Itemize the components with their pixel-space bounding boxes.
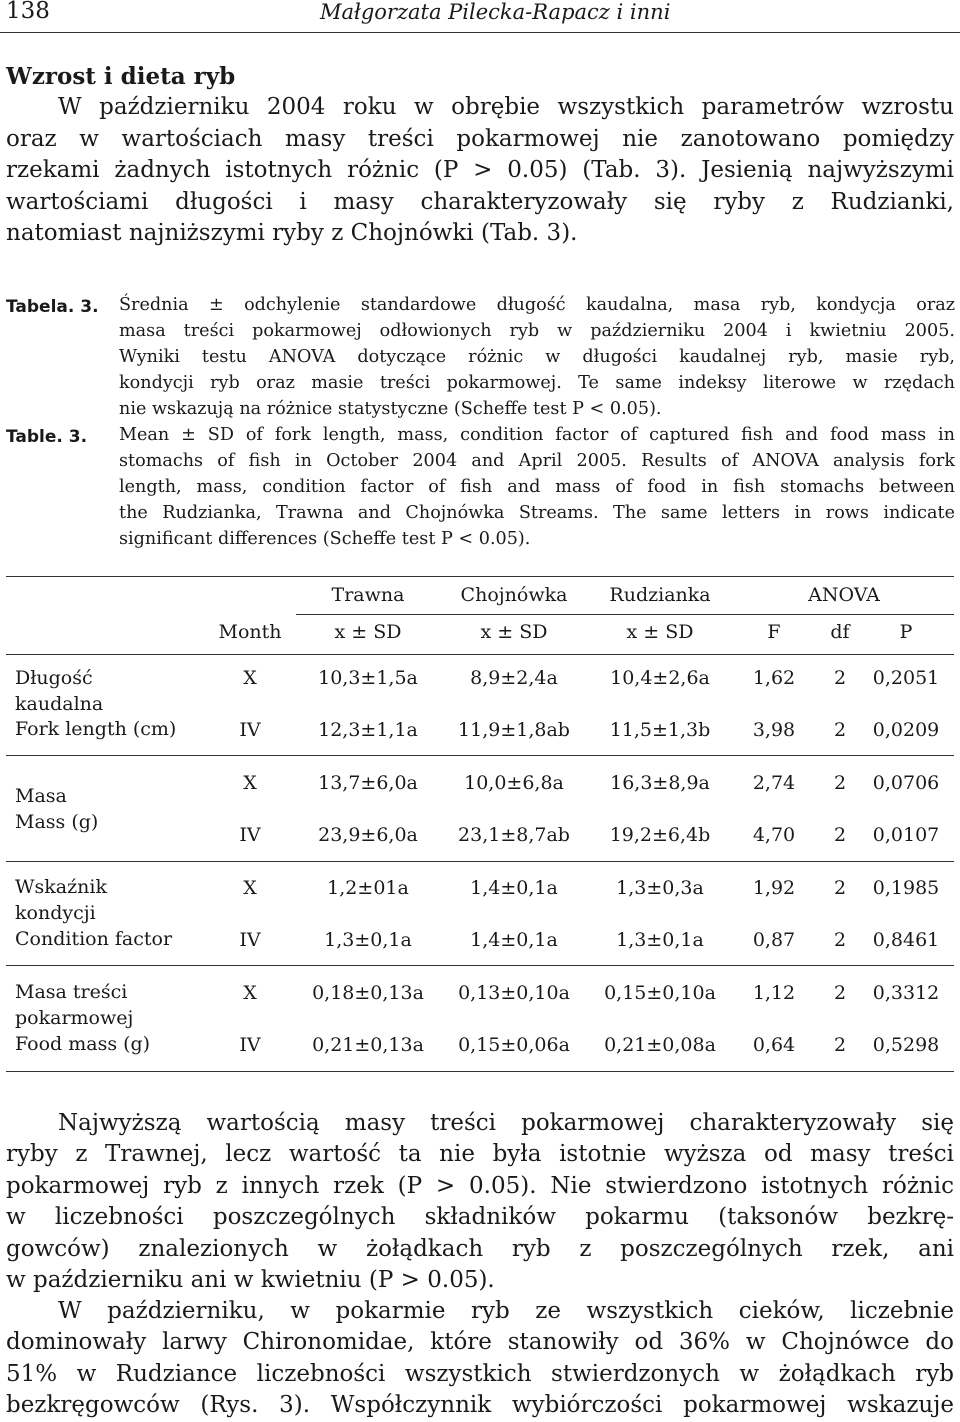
row-label: pokarmowej <box>15 1007 134 1029</box>
header-bottom-rule <box>6 654 954 655</box>
caption-line: Średnia ± odchylenie standardowe długość kaudalna, masa ryb, kondycja oraz <box>119 295 955 315</box>
table-cell-month: X <box>243 982 257 1004</box>
section-line: rzekami żadnych istotnych różnic (P > 0.05) (Tab. 3). Jesienią najwyższymi <box>6 157 954 184</box>
table-cell: 1,3±0,1a <box>324 929 412 951</box>
section-line: wartościami długości i masy charakteryzowały się ryby z Rudzianki, <box>6 188 954 215</box>
caption-line: Wyniki testu ANOVA dotyczące różnic w długości kaudalnej ryb, masie ryb, <box>119 347 955 367</box>
table-cell: 10,3±1,5a <box>318 667 418 689</box>
table-cell: 2,74 <box>752 772 796 794</box>
table-cell: 0,0209 <box>872 719 940 741</box>
table-cell: 1,4±0,1a <box>470 929 558 951</box>
table-cell: 2 <box>833 929 847 951</box>
table-cell: 2 <box>833 719 847 741</box>
table-cell-month: X <box>243 772 257 794</box>
table-cell: 1,92 <box>752 877 796 899</box>
row-label: Food mass (g) <box>15 1033 151 1055</box>
section-line: oraz w wartościach masy treści pokarmowej nie zanotowano pomiędzy <box>6 125 954 152</box>
table-cell: 0,21±0,13a <box>312 1034 424 1056</box>
caption-line: stomachs of fish in October 2004 and April 2005. Results of ANOVA analysis fork <box>119 451 955 471</box>
table-cell: 2 <box>833 877 847 899</box>
table-cell: 23,9±6,0a <box>318 824 418 846</box>
col-header-rudzianka-mean: x ± SD <box>626 621 694 643</box>
table-cell: 0,15±0,06a <box>458 1034 570 1056</box>
caption-label-pl: Tabela. 3. <box>6 297 99 317</box>
row-label: kondycji <box>15 902 96 924</box>
table-cell: 2 <box>833 982 847 1004</box>
table-cell: 4,70 <box>752 824 796 846</box>
col-header-chojnowka: Chojnówka <box>460 584 568 606</box>
col-header-rudzianka: Rudzianka <box>609 584 711 606</box>
table-cell: 1,62 <box>752 667 796 689</box>
body-line: pokarmowej ryb z innych rzek (P > 0.05). Nie stwierdzono istotnych różnic <box>6 1172 954 1199</box>
section-line: natomiast najniższymi ryby z Chojnówki (Tab. 3). <box>6 220 578 247</box>
table-cell: 10,4±2,6a <box>610 667 710 689</box>
table-cell: 3,98 <box>752 719 796 741</box>
body-paragraph-2 <box>6 1296 954 1422</box>
table-cell: 0,8461 <box>872 929 940 951</box>
caption-line: nie wskazują na różnice statystyczne (Scheffe test P < 0.05). <box>119 399 662 419</box>
table-cell: 2 <box>833 824 847 846</box>
row-label: Mass (g) <box>15 811 99 833</box>
table-cell: 0,21±0,08a <box>604 1034 716 1056</box>
section-line: W październiku 2004 roku w obrębie wszystkich parametrów wzrostu <box>58 94 954 121</box>
body-line: ryby z Trawnej, lecz wartość ta nie była istotnie wyższa od masy treści <box>6 1141 954 1168</box>
col-header-trawna-mean: x ± SD <box>334 621 402 643</box>
table-top-rule <box>6 576 954 577</box>
group-rule <box>6 861 954 862</box>
table-cell: 0,2051 <box>872 667 940 689</box>
table-cell: 0,3312 <box>872 982 940 1004</box>
table-cell: 13,7±6,0a <box>318 772 418 794</box>
table-cell: 11,9±1,8ab <box>458 719 570 741</box>
table-cell: 2 <box>833 1034 847 1056</box>
caption-label-en: Table. 3. <box>6 427 88 447</box>
col-header-f: F <box>767 621 781 643</box>
body-line: 51% w Rudziance liczebności wszystkich stwierdzonych w żołądkach ryb <box>6 1360 954 1387</box>
table-cell: 0,5298 <box>872 1034 940 1056</box>
table-cell: 23,1±8,7ab <box>458 824 570 846</box>
group-rule <box>6 755 954 756</box>
table-cell: 11,5±1,3b <box>609 719 711 741</box>
body-line: dominowały larwy Chironomidae, które stanowiły od 36% w Chojnówce do <box>6 1329 954 1356</box>
table-cell-month: IV <box>239 1034 261 1056</box>
table-cell: 12,3±1,1a <box>318 719 418 741</box>
table-cell: 0,18±0,13a <box>312 982 424 1004</box>
table-cell: 19,2±6,4b <box>609 824 711 846</box>
table-cell: 0,1985 <box>872 877 940 899</box>
table-cell: 16,3±8,9a <box>610 772 710 794</box>
row-label: Fork length (cm) <box>15 718 177 740</box>
caption-line: length, mass, condition factor of fish and mass of food in fish stomachs between <box>119 477 955 497</box>
caption-line: Mean ± SD of fork length, mass, condition factor of captured fish and food mass in <box>119 425 955 445</box>
table-cell-month: X <box>243 667 257 689</box>
row-label: Wskaźnik <box>15 876 107 898</box>
table-cell: 10,0±6,8a <box>464 772 564 794</box>
group-rule <box>6 965 954 966</box>
table-cell: 1,3±0,3a <box>616 877 704 899</box>
row-label: Masa <box>15 785 67 807</box>
page-number: 138 <box>6 0 50 24</box>
row-label: kaudalna <box>15 693 104 715</box>
table-cell: 0,64 <box>752 1034 796 1056</box>
body-line: bezkręgowców (Rys. 3). Współczynnik wybiórczości pokarmowej wskazuje <box>6 1392 954 1419</box>
running-head-authors: Małgorzata Pilecka-Rapacz i inni <box>320 0 671 24</box>
col-header-trawna: Trawna <box>331 584 405 606</box>
caption-line: kondycji ryb oraz masie treści pokarmowej. Te same indeksy literowe w rzędach <box>119 373 955 393</box>
table-cell-month: IV <box>239 824 261 846</box>
table-cell: 0,0706 <box>872 772 940 794</box>
body-line: w liczebności poszczególnych składników pokarmu (taksonów bezkrę- <box>6 1204 954 1231</box>
table-cell-month: X <box>243 877 257 899</box>
table-cell: 2 <box>833 772 847 794</box>
row-label: Condition factor <box>15 928 173 950</box>
row-label: Długość <box>15 667 93 689</box>
col-header-month: Month <box>218 621 282 643</box>
caption-line: the Rudzianka, Trawna and Chojnówka Streams. The same letters in rows indicate <box>119 503 955 523</box>
body-line: w październiku ani w kwietniu (P > 0.05). <box>6 1267 495 1294</box>
caption-line: significant differences (Scheffe test P < 0.05). <box>119 529 531 549</box>
body-paragraph-1 <box>6 1108 954 1296</box>
table-bottom-rule <box>6 1071 954 1072</box>
table-cell: 0,87 <box>752 929 796 951</box>
caption-line: masa treści pokarmowej odłowionych ryb w październiku 2004 i kwietniu 2005. <box>119 321 955 341</box>
table-cell: 1,2±01a <box>327 877 409 899</box>
col-header-anova: ANOVA <box>808 584 880 606</box>
row-label: Masa treści <box>15 981 128 1003</box>
col-header-chojnowka-mean: x ± SD <box>480 621 548 643</box>
table-cell: 2 <box>833 667 847 689</box>
group-header-rule <box>296 614 954 615</box>
table-cell: 0,13±0,10a <box>458 982 570 1004</box>
table-cell: 0,15±0,10a <box>604 982 716 1004</box>
section-heading: Wzrost i dieta ryb <box>6 63 236 90</box>
table-cell: 1,3±0,1a <box>616 929 704 951</box>
table-cell: 8,9±2,4a <box>470 667 558 689</box>
table-cell: 1,12 <box>752 982 796 1004</box>
col-header-p: P <box>899 621 913 643</box>
table-cell: 1,4±0,1a <box>470 877 558 899</box>
body-line: gowców) znalezionych w żołądkach ryb z poszczególnych rzek, ani <box>6 1235 954 1262</box>
table-cell-month: IV <box>239 929 261 951</box>
body-line: W październiku, w pokarmie ryb ze wszystkich cieków, liczebnie <box>58 1298 954 1324</box>
table-cell: 0,0107 <box>872 824 940 846</box>
col-header-df: df <box>830 621 850 643</box>
table-cell-month: IV <box>239 719 261 741</box>
body-line: Najwyższą wartością masy treści pokarmowej charakteryzowały się <box>58 1110 954 1136</box>
